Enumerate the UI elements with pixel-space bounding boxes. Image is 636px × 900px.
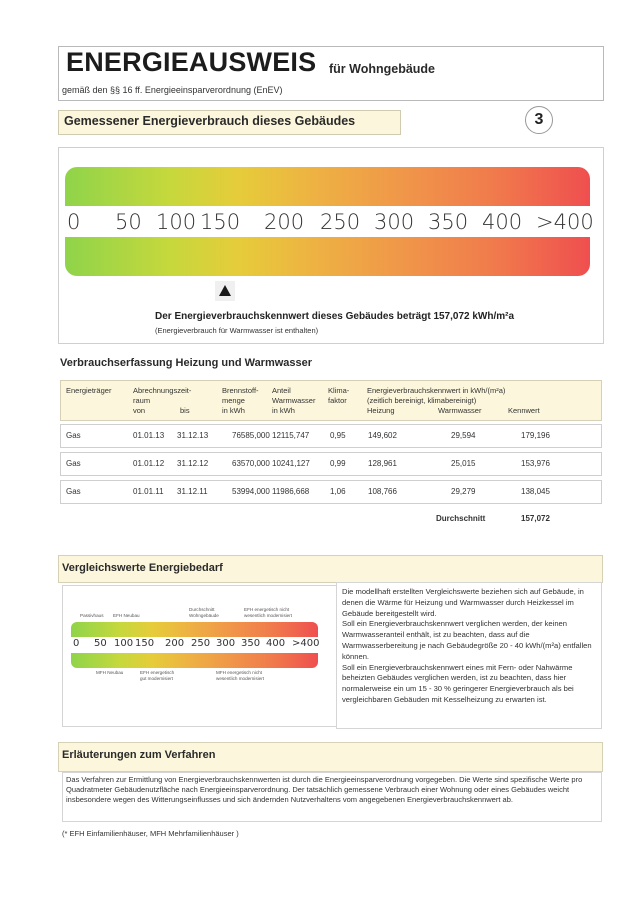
th-abrechnung-line2: raum xyxy=(133,396,151,405)
th-klima-line2: faktor xyxy=(328,396,347,405)
label-mfh-neubau: MFH Neubau xyxy=(96,670,124,675)
comparison-tick: 0 xyxy=(73,638,80,649)
th-energietraeger: Energieträger xyxy=(66,386,112,395)
cell-von: 01.01.13 xyxy=(133,431,165,440)
th-anteil-line3: in kWh xyxy=(272,406,295,415)
th-warmwasser: Warmwasser xyxy=(438,406,482,415)
scale-tick: 100 xyxy=(156,210,197,234)
scale-tick: 150 xyxy=(200,210,241,234)
page-number-badge: 3 xyxy=(525,106,553,134)
explanation-text: Das Verfahren zur Ermittlung von Energieverbrauchskennwerten ist durch die Energieeinsparverordnung vorgegeben. Die Werte sind spezifische Werte pro Quadratmeter Gebäudenutzfläche nach Energieeinsparverordnung. Der tatsächlich gemessene Verbrauch einer Wohnung oder eines Gebäudes weicht insbesondere wegen des Witterungseinflusses und sich ändernden Nutzverhaltens vom angegebenen Energieverbrauchskennwert ab. xyxy=(66,775,583,805)
th-kennwert-line1: Energieverbrauchskennwert in kWh/(m²a) xyxy=(367,386,506,395)
cell-heizung: 128,961 xyxy=(368,459,397,468)
cell-warmwasser: 29,594 xyxy=(451,431,476,440)
comparison-tick: 200 xyxy=(165,638,185,649)
footnote: (* EFH Einfamilienhäuser, MFH Mehrfamilienhäuser ) xyxy=(62,829,239,838)
label-efh-neubau: EFH Neubau xyxy=(113,613,140,618)
comparison-tick: 100 xyxy=(114,638,134,649)
scale-tick: 50 xyxy=(115,210,142,234)
label-passivhaus: Passivhaus xyxy=(80,613,104,618)
cell-von: 01.01.11 xyxy=(133,487,164,496)
cell-warmwasser: 29,279 xyxy=(451,487,476,496)
label-efh-gut-line1: EFH energetisch xyxy=(140,670,175,675)
th-kennwert: Kennwert xyxy=(508,406,540,415)
th-brennstoffmenge xyxy=(222,386,259,416)
cell-kennwert: 138,045 xyxy=(521,487,550,496)
th-brenn-line1: Brennstoff- xyxy=(222,386,259,395)
cell-traeger: Gas xyxy=(66,487,81,496)
cell-menge: 76585,000 xyxy=(232,431,270,440)
cell-traeger: Gas xyxy=(66,459,81,468)
label-efh-gut-modernisiert xyxy=(140,670,174,681)
scale-tick: >400 xyxy=(536,210,594,234)
th-kennwert-group xyxy=(367,386,505,406)
th-anteil-line1: Anteil xyxy=(272,386,291,395)
th-abrechnung-line1: Abrechnungszeit- xyxy=(133,386,192,395)
th-kennwert-line2: (zeitlich bereinigt, klimabereinigt) xyxy=(367,396,477,405)
result-statement: Der Energieverbrauchskennwert dieses Gebäudes beträgt 157,072 kWh/m²a xyxy=(155,311,515,322)
cell-traeger: Gas xyxy=(66,431,81,440)
cell-faktor: 0,95 xyxy=(330,431,346,440)
cell-bis: 31.12.12 xyxy=(177,459,209,468)
cell-von: 01.01.12 xyxy=(133,459,165,468)
cell-anteil: 10241,127 xyxy=(272,459,310,468)
cell-kennwert: 153,976 xyxy=(521,459,550,468)
energy-scale-bar-bottom xyxy=(65,237,590,276)
result-note: (Energieverbrauch für Warmwasser ist enthalten) xyxy=(155,326,319,335)
th-klimafaktor xyxy=(328,386,349,406)
label-durchschnitt-line1: Durchschnitt xyxy=(189,607,215,612)
th-klima-line1: Klima- xyxy=(328,386,350,395)
label-mfh-nicht-line1: MFH energetisch nicht xyxy=(216,670,262,675)
label-durchschnitt-line2: Wohngebäude xyxy=(189,612,219,618)
comparison-title: Vergleichswerte Energiebedarf xyxy=(62,562,223,574)
label-efh-nicht-line2: wesentlich modernisiert xyxy=(244,612,292,618)
average-value: 157,072 xyxy=(521,514,550,523)
cell-faktor: 1,06 xyxy=(330,487,346,496)
comparison-tick: 50 xyxy=(94,638,107,649)
document-title: ENERGIEAUSWEIS xyxy=(66,47,317,77)
scale-tick: 200 xyxy=(264,210,305,234)
comparison-paragraph-2: Soll ein Energieverbrauchskennwert verglichen werden, der keinen Warmwasseranteil enthält, ist zu beachten, dass auf die Warmwasserbereitung je nach Gebäudegröße 20 - 40 kWh/(m²a) entfallen können. xyxy=(342,619,592,661)
scale-tick: 350 xyxy=(428,210,469,234)
label-efh-nicht-modernisiert xyxy=(244,607,292,618)
label-mfh-nicht-line2: wesentlich modernisiert xyxy=(216,675,264,681)
label-mfh-nicht-modernisiert xyxy=(216,670,264,681)
comparison-tick: 400 xyxy=(266,638,286,649)
th-abrechnung xyxy=(133,386,191,406)
comparison-tick: >400 xyxy=(292,638,320,649)
consumption-table-title: Verbrauchserfassung Heizung und Warmwasser xyxy=(60,357,313,369)
scale-tick: 400 xyxy=(482,210,523,234)
cell-heizung: 108,766 xyxy=(368,487,397,496)
comparison-paragraph-3: Soll ein Energieverbrauchskennwert eines mit Fern- oder Nahwärme beheizten Gebäudes verglichen werden, ist zu beachten, dass hier normalerweise ein um 15 - 30 % geringerer Energieverbrauch als bei vergleichbaren Gebäuden mit Kesselheizung zu erwarten ist. xyxy=(342,662,574,704)
comparison-text xyxy=(342,587,598,706)
th-brenn-line3: in kWh xyxy=(222,406,245,415)
label-durchschnitt xyxy=(189,607,219,618)
th-bis: bis xyxy=(180,406,190,415)
cell-anteil: 12115,747 xyxy=(272,431,310,440)
cell-bis: 31.12.13 xyxy=(177,431,209,440)
comparison-tick: 300 xyxy=(216,638,236,649)
cell-heizung: 149,602 xyxy=(368,431,397,440)
comparison-paragraph-1: Die modellhaft erstellten Vergleichswerte beziehen sich auf Gebäude, in denen die Wärme für Heizung und Warmwasser durch Heizkessel im Gebäude bereitgestellt wird. xyxy=(342,587,584,618)
scale-tick: 250 xyxy=(320,210,361,234)
cell-menge: 63570,000 xyxy=(232,459,270,468)
average-label: Durchschnitt xyxy=(436,514,486,523)
cell-warmwasser: 25,015 xyxy=(451,459,476,468)
th-anteil-warmwasser xyxy=(272,386,315,416)
section-title: Gemessener Energieverbrauch dieses Gebäudes xyxy=(64,114,356,128)
scale-tick: 0 xyxy=(67,210,81,234)
th-anteil-line2: Warmwasser xyxy=(272,396,316,405)
legal-basis: gemäß den §§ 16 ff. Energieeinsparverordnung (EnEV) xyxy=(62,85,283,95)
cell-bis: 31.12.11 xyxy=(177,487,208,496)
cell-faktor: 0,99 xyxy=(330,459,346,468)
triangle-up-icon xyxy=(219,285,231,296)
comparison-bar-top xyxy=(71,622,318,637)
th-brenn-line2: menge xyxy=(222,396,245,405)
explanation-title: Erläuterungen zum Verfahren xyxy=(62,749,216,761)
comparison-bar-bottom xyxy=(71,653,318,668)
th-von: von xyxy=(133,406,146,415)
cell-menge: 53994,000 xyxy=(232,487,270,496)
energy-scale-bar-top xyxy=(65,167,590,206)
comparison-tick: 350 xyxy=(241,638,261,649)
cell-kennwert: 179,196 xyxy=(521,431,550,440)
cell-anteil: 11986,668 xyxy=(272,487,310,496)
label-efh-gut-line2: gut modernisiert xyxy=(140,675,173,681)
th-heizung: Heizung xyxy=(367,406,395,415)
comparison-tick: 150 xyxy=(135,638,155,649)
comparison-tick: 250 xyxy=(191,638,211,649)
scale-tick: 300 xyxy=(374,210,415,234)
label-efh-nicht-line1: EFH energetisch nicht xyxy=(244,607,290,612)
document-subtitle: für Wohngebäude xyxy=(329,62,436,76)
